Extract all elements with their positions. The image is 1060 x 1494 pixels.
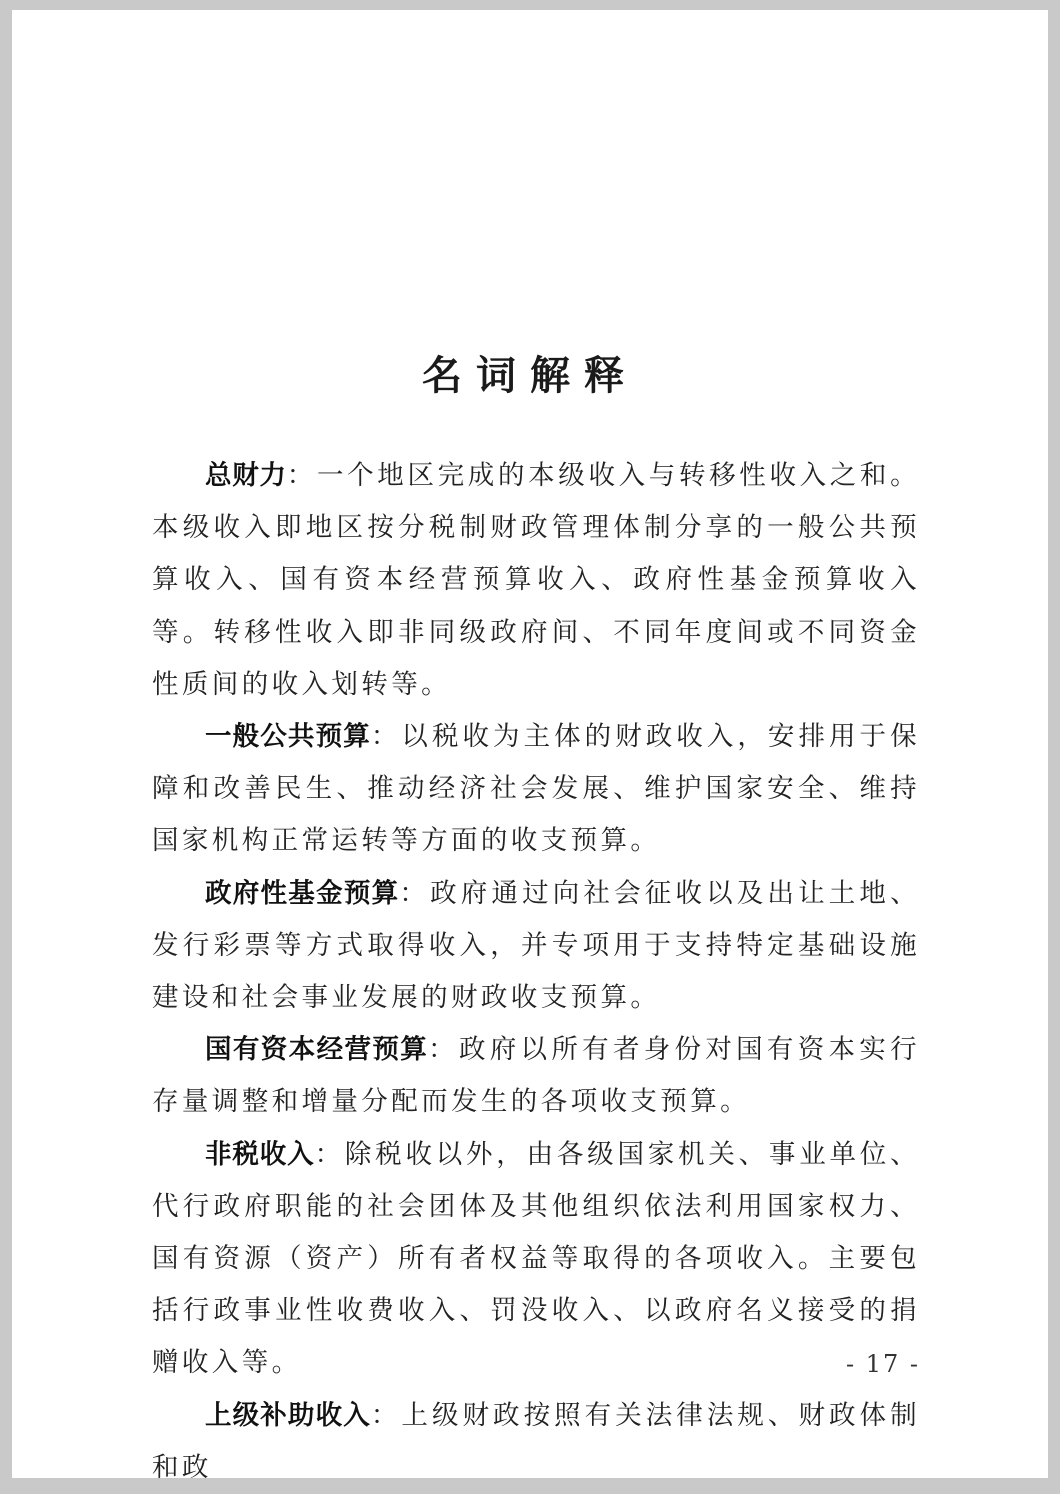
term-definition: 政府通过向社会征收以及出让土地、发行彩票等方式取得收入，并专项用于支持特定基础设施建设和社会事业发展的财政收支预算。: [152, 877, 920, 1014]
term-label: 非税收入: [205, 1138, 315, 1170]
glossary-body: [152, 450, 920, 1494]
term-label: 上级补助收入: [205, 1399, 371, 1431]
glossary-entry-general-public-budget: [152, 711, 920, 868]
term-label: 总财力: [205, 460, 287, 491]
glossary-entry-higher-level-subsidy: [152, 1390, 920, 1494]
term-separator: ：: [370, 1399, 402, 1431]
document-page: [12, 10, 1048, 1483]
term-definition: 以税收为主体的财政收入，安排用于保障和改善民生、推动经济社会发展、维护国家安全、维持国家机构正常运转等方面的收支预算。: [152, 721, 920, 857]
page-number: - 17 -: [845, 1350, 920, 1378]
term-label: 政府性基金预算: [205, 877, 400, 909]
term-separator: ：: [314, 1138, 345, 1170]
term-definition: 政府以所有者身份对国有资本实行存量调整和增量分配而发生的各项收支预算。: [152, 1034, 921, 1118]
term-separator: ：: [370, 721, 402, 753]
term-definition: 除税收以外，由各级国家机关、事业单位、代行政府职能的社会团体及其他组织依法利用国家权力、国有资源（资产）所有者权益等取得的各项收入。主要包括行政事业性收费收入、罚没收入、以政府名义接受的捐赠收入等。: [152, 1138, 920, 1379]
term-label: 国有资本经营预算: [205, 1034, 429, 1066]
page-title: 名词解释: [422, 353, 638, 399]
glossary-entry-government-fund-budget: [152, 868, 920, 1025]
term-definition: 一个地区完成的本级收入与转移性收入之和。本级收入即地区按分税制财政管理体制分享的一般公共预算收入、国有资本经营预算收入、政府性基金预算收入等。转移性收入即非同级政府间、不同年度间或不同资金性质间的收入划转等。: [152, 460, 921, 700]
glossary-entry-non-tax-revenue: [152, 1129, 920, 1390]
term-separator: ：: [399, 877, 431, 909]
term-label: 一般公共预算: [205, 721, 371, 753]
term-definition: 上级财政按照有关法律法规、财政体制和政: [152, 1399, 920, 1483]
term-separator: ：: [428, 1034, 459, 1066]
glossary-entry-state-capital-budget: [152, 1024, 920, 1128]
glossary-entry-total-revenue: [152, 450, 920, 711]
term-separator: ：: [286, 460, 317, 491]
